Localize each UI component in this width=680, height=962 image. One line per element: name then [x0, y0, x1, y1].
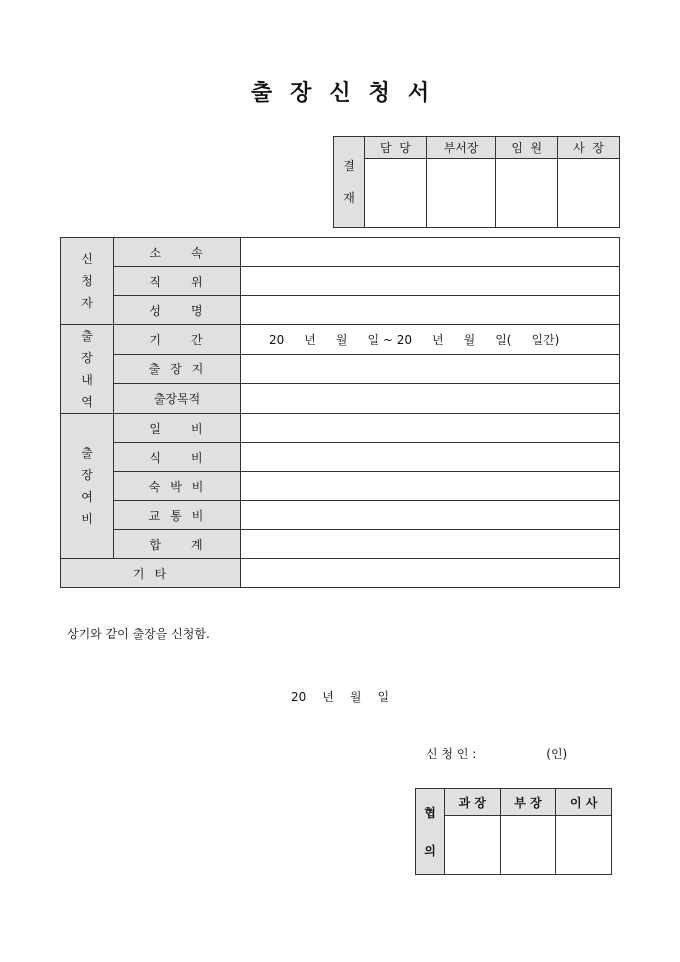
- label-daily-allowance: [114, 414, 241, 443]
- label-char: 직: [149, 274, 163, 289]
- label-position: [114, 267, 241, 296]
- label-char: 출: [148, 362, 163, 377]
- application-form-table: [60, 237, 620, 588]
- label-char: 박: [170, 479, 184, 494]
- approval-label: [334, 137, 365, 228]
- period-text: 일간): [531, 332, 560, 347]
- category-char: 청: [81, 274, 93, 288]
- approval-sign-cell[interactable]: [558, 159, 620, 228]
- period-text: 20: [269, 332, 285, 347]
- period-text: 년: [432, 332, 444, 347]
- purpose-field[interactable]: [241, 384, 620, 414]
- position-field[interactable]: [241, 267, 620, 296]
- title-char: 출: [250, 80, 273, 106]
- name-field[interactable]: [241, 296, 620, 325]
- approval-header: 임 원: [496, 137, 558, 159]
- date-text: 년: [322, 690, 334, 704]
- label-char: 위: [191, 274, 205, 289]
- label-char: 계: [191, 537, 205, 552]
- label-char: 비: [191, 508, 206, 523]
- other-field[interactable]: [241, 559, 620, 588]
- label-char: 숙: [148, 479, 163, 494]
- title-char: 서: [407, 80, 430, 106]
- label-char: 비: [191, 421, 205, 436]
- category-char: 여: [81, 490, 93, 504]
- category-applicant: [61, 238, 114, 325]
- title-char: 장: [290, 80, 312, 106]
- approval-header: 담 당: [365, 137, 427, 159]
- label-char: 통: [170, 508, 184, 523]
- category-char: 출: [81, 329, 93, 343]
- period-text: 월: [463, 332, 476, 347]
- date-text: 20: [290, 690, 307, 704]
- date-text: 월: [349, 690, 362, 704]
- label-char: 간: [191, 332, 205, 347]
- label-destination: [114, 354, 241, 384]
- label-char: 장: [170, 362, 184, 377]
- period-text: 일(: [495, 332, 512, 347]
- period-text: 년: [304, 332, 316, 347]
- approval-sign-cell[interactable]: [426, 159, 496, 228]
- label-char: 일: [149, 421, 163, 436]
- period-text: 일 ~ 20: [367, 332, 413, 347]
- label-char: 성: [149, 303, 163, 318]
- category-char: 장: [81, 351, 93, 365]
- page-title: [0, 76, 680, 107]
- meals-field[interactable]: [241, 443, 620, 472]
- category-trip-details: [61, 325, 114, 414]
- seal-mark[interactable]: (인): [546, 747, 568, 761]
- label-period: [114, 325, 241, 355]
- label-char: 합: [149, 537, 163, 552]
- approval-sign-cell[interactable]: [365, 159, 427, 228]
- cooperation-sign-cell[interactable]: [500, 816, 556, 875]
- approval-header: 부서장: [426, 137, 496, 159]
- category-char: 내: [81, 373, 93, 387]
- applicant-label: 신 청 인 :: [426, 747, 477, 761]
- cooperation-table: [415, 788, 612, 875]
- label-meals: [114, 443, 241, 472]
- applicant-signature-line: [426, 745, 567, 762]
- category-char: 역: [81, 395, 93, 409]
- cooperation-sign-cell[interactable]: [445, 816, 501, 875]
- period-text: 월: [335, 332, 348, 347]
- label-char: 명: [191, 303, 205, 318]
- cooperation-header: 이 사: [556, 789, 612, 816]
- label-char: 소: [149, 245, 163, 260]
- transportation-field[interactable]: [241, 501, 620, 530]
- cooperation-label-bottom: 의: [424, 843, 436, 858]
- request-statement: 상기와 같이 출장을 신청함.: [67, 627, 210, 641]
- destination-field[interactable]: [241, 354, 620, 384]
- approval-label-bottom: 재: [343, 191, 355, 205]
- approval-table: [333, 136, 620, 228]
- category-travel-expenses: [61, 414, 114, 559]
- label-char: 기: [149, 332, 163, 347]
- label-total: [114, 530, 241, 559]
- label-name: [114, 296, 241, 325]
- category-char: 장: [81, 468, 93, 482]
- daily-allowance-field[interactable]: [241, 414, 620, 443]
- label-char: 식: [149, 450, 163, 465]
- cooperation-header: 과 장: [445, 789, 501, 816]
- date-line: [0, 688, 680, 705]
- category-char: 자: [81, 296, 93, 310]
- approval-label-top: 결: [343, 159, 355, 173]
- period-field[interactable]: [241, 325, 620, 355]
- cooperation-label: [416, 789, 445, 875]
- label-char: 타: [154, 566, 169, 581]
- department-field[interactable]: [241, 238, 620, 267]
- approval-header: 사 장: [558, 137, 620, 159]
- cooperation-header: 부 장: [500, 789, 556, 816]
- date-text: 일: [377, 690, 390, 704]
- title-char: 청: [368, 80, 390, 106]
- cooperation-label-top: 협: [424, 805, 436, 820]
- approval-sign-cell[interactable]: [496, 159, 558, 228]
- label-char: 비: [191, 450, 205, 465]
- title-char: 신: [329, 80, 351, 106]
- cooperation-sign-cell[interactable]: [556, 816, 612, 875]
- label-purpose: 출장목적: [114, 384, 241, 414]
- category-char: 비: [81, 512, 93, 526]
- label-other: [61, 559, 241, 588]
- label-department: [114, 238, 241, 267]
- label-char: 교: [148, 508, 163, 523]
- lodging-field[interactable]: [241, 472, 620, 501]
- total-field[interactable]: [241, 530, 620, 559]
- label-char: 속: [191, 245, 205, 260]
- label-char: 지: [191, 362, 206, 377]
- label-lodging: [114, 472, 241, 501]
- label-char: 기: [132, 566, 147, 581]
- category-char: 출: [81, 446, 93, 460]
- label-char: 비: [191, 479, 206, 494]
- category-char: 신: [81, 252, 93, 266]
- label-transportation: [114, 501, 241, 530]
